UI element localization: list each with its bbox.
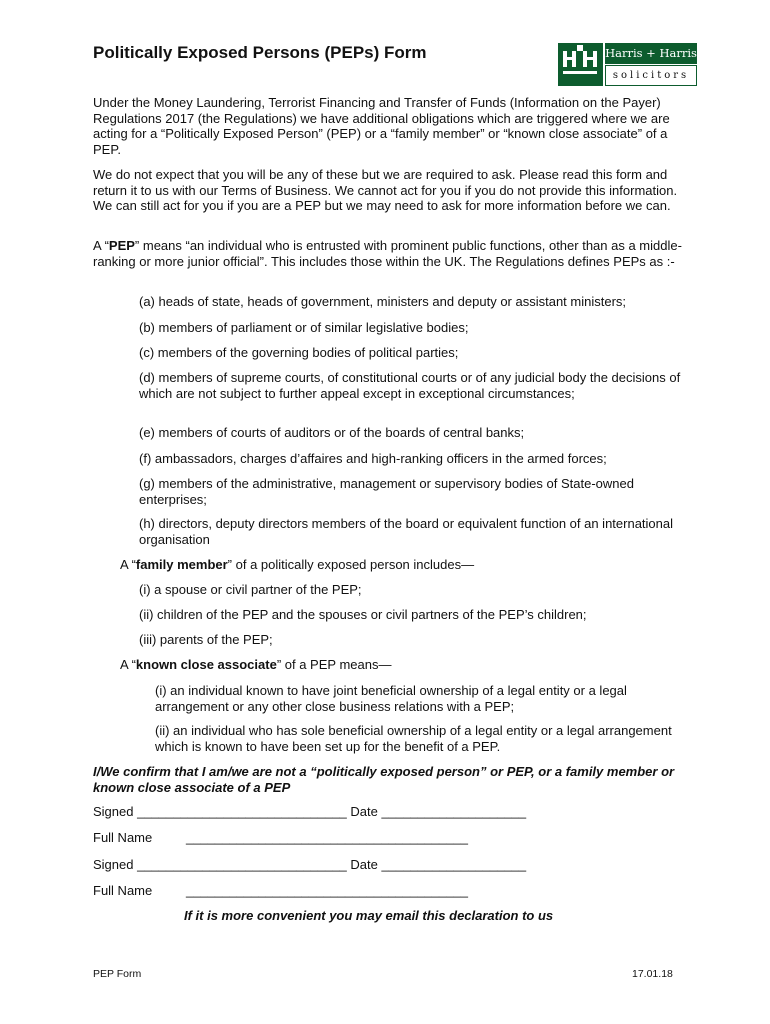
family-term: family member xyxy=(135,557,228,572)
logo-subtitle: solicitors xyxy=(605,65,697,86)
pep-item-f: (f) ambassadors, charges d’affaires and high-ranking officers in the armed forces; xyxy=(139,451,607,466)
fullname-field[interactable]: _______________________________________ xyxy=(186,830,468,845)
known-close-associate-definition xyxy=(120,657,690,673)
signed-field[interactable]: _____________________________ xyxy=(137,857,347,872)
pep-item-d: (d) members of supreme courts, of constitutional courts or of any judicial body the decisions of which are not subject to further appeal except in exceptional circumstances; xyxy=(139,370,681,401)
signature-row-1 xyxy=(93,804,526,819)
pep-suffix: ” means “an individual who is entrusted with prominent public functions, other than as a middle-ranking or more junior official”. This includes those within the UK. The Regulations defines PEPs as :- xyxy=(93,238,682,269)
family-suffix: ” of a politically exposed person includes— xyxy=(227,557,475,572)
page-title: Politically Exposed Persons (PEPs) Form xyxy=(93,43,427,62)
date-label: Date xyxy=(350,857,378,872)
confirmation-statement: I/We confirm that I am/we are not a “politically exposed person” or PEP, or a family member or known close associate of a PEP xyxy=(93,764,675,795)
date-label: Date xyxy=(350,804,378,819)
logo-emblem xyxy=(558,43,603,86)
associate-suffix: ” of a PEP means— xyxy=(276,657,392,672)
footer-date: 17.01.18 xyxy=(632,968,673,980)
intro-paragraph-2: We do not expect that you will be any of these but we are required to ask. Please read this form and return it to us with our Terms of Business. We cannot act for you if you do not provide this information. We can still act for you if you are a PEP but we may need to ask for more information before we can. xyxy=(93,167,678,213)
fullname-label: Full Name xyxy=(93,830,153,845)
family-item-iii: (iii) parents of the PEP; xyxy=(139,632,273,647)
associate-prefix: A “ xyxy=(120,657,136,672)
date-field[interactable]: ____________________ xyxy=(381,804,527,819)
signed-label: Signed xyxy=(93,804,134,819)
associate-term: known close associate xyxy=(135,657,277,672)
family-prefix: A “ xyxy=(120,557,136,572)
pep-item-c: (c) members of the governing bodies of political parties; xyxy=(139,345,459,360)
footer-form-name: PEP Form xyxy=(93,968,142,980)
family-item-i: (i) a spouse or civil partner of the PEP; xyxy=(139,582,362,597)
family-item-ii: (ii) children of the PEP and the spouses or civil partners of the PEP’s children; xyxy=(139,607,587,622)
signed-label: Signed xyxy=(93,857,134,872)
pep-prefix: A “ xyxy=(93,238,109,253)
signature-row-2 xyxy=(93,857,526,872)
pep-item-h: (h) directors, deputy directors members of the board or equivalent function of an international organisation xyxy=(139,516,674,547)
fullname-row-2 xyxy=(93,883,152,898)
fullname-field[interactable]: _______________________________________ xyxy=(186,883,468,898)
date-field[interactable]: ____________________ xyxy=(381,857,527,872)
signed-field[interactable]: _____________________________ xyxy=(137,804,347,819)
pep-item-b: (b) members of parliament or of similar legislative bodies; xyxy=(139,320,469,335)
pep-term: PEP xyxy=(108,238,135,253)
pep-definition xyxy=(93,238,693,269)
family-member-definition xyxy=(120,557,690,573)
email-note: If it is more convenient you may email this declaration to us xyxy=(184,908,554,923)
associate-item-ii: (ii) an individual who has sole beneficial ownership of a legal entity or a legal arrangement which is known to have been set up for the benefit of a PEP. xyxy=(155,723,672,754)
intro-paragraph-1: Under the Money Laundering, Terrorist Financing and Transfer of Funds (Information on the Payer) Regulations 2017 (the Regulations) we have additional obligations which are triggered where we are acting for a “Politically Exposed Person” (PEP) or a “family member” or “known close associate” of a PEP. xyxy=(93,95,670,157)
associate-item-i: (i) an individual known to have joint beneficial ownership of a legal entity or a legal arrangement or any other close business relations with a PEP; xyxy=(155,683,627,714)
pep-item-a: (a) heads of state, heads of government, ministers and deputy or assistant ministers; xyxy=(139,294,627,309)
pep-item-e: (e) members of courts of auditors or of the boards of central banks; xyxy=(139,425,525,440)
pep-item-g: (g) members of the administrative, management or supervisory bodies of State-owned enterprises; xyxy=(139,476,634,507)
logo-name: Harris + Harris xyxy=(605,43,697,64)
fullname-row-1 xyxy=(93,830,152,845)
fullname-label: Full Name xyxy=(93,883,153,898)
company-logo xyxy=(558,43,699,86)
